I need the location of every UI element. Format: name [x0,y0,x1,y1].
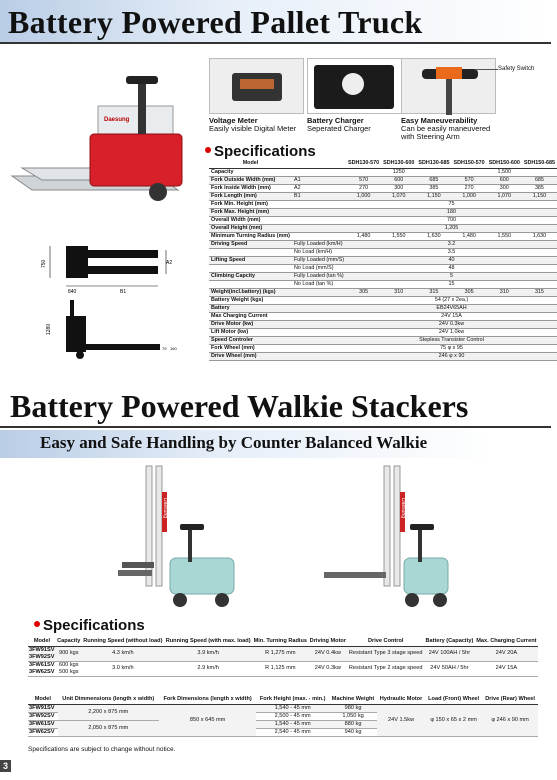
weight-cell: 940 kg [329,728,377,736]
value-cell: 1,150 [416,192,451,200]
col-header: SDH150-570 [453,160,485,167]
value-cell: 1,150 [522,192,557,200]
charge-cell: 24V 15A [475,661,538,676]
row-sublabel: No Load (tan %) [292,280,346,288]
battery-cell: 24V 50AH / 5hr [424,661,475,676]
value-cell: 570 [346,176,381,184]
feature-maneuverability [401,58,496,141]
row-sublabel [292,328,346,336]
page-header-band [0,0,551,44]
model-name: 3FW61SV [29,661,55,668]
table-row [209,264,557,272]
model-cell [28,661,56,676]
value-cell: 24V 15A [346,312,557,320]
model-name: 3FW92SV [29,653,55,660]
value-cell: 1,070 [487,192,522,200]
row-sublabel [292,336,346,344]
fork-height-cell: 1,540 - 45 mm [256,720,329,728]
row-label: Fork Min. Height (mm) [209,200,292,208]
value-cell: 1,000 [452,192,487,200]
hydraulic-motor-cell: 24V 1.5kw [377,704,425,736]
footer-note: Specifications are subject to change without notice. [28,746,176,753]
walkie-stacker-image-left [118,462,248,612]
battery-charger-image [307,58,402,114]
row-label: Lifting Speed [209,256,292,264]
capacity-cell [56,661,82,676]
row-sublabel: No Load (mm/S) [292,264,346,272]
table-row [209,240,557,248]
value-cell: 1,550 [381,232,416,240]
row-label: Minimum Turning Radius (mm) [211,232,290,239]
row-sublabel [292,216,346,224]
dimension-drawing [40,238,195,373]
row-label: Fork Outside Width (mm) [209,176,292,184]
table-row [209,208,557,216]
charge-cell: 24V 20A [475,646,538,661]
table-row [28,661,538,676]
row-label: Fork Length (mm) [209,192,292,200]
row-label [209,280,292,288]
weight-cell: 1,050 kg [329,712,377,720]
value-cell: 1,070 [381,192,416,200]
row-label: Fork Inside Width (mm) [209,184,292,192]
control-cell: Resistant Type 3 stage speed [347,646,424,661]
row-sublabel [292,288,346,296]
weight-cell: 880 kg [329,720,377,728]
pallet-truck-spec-table [209,160,557,361]
section-title-band [0,388,551,426]
value-cell: 1,550 [487,232,522,240]
row-sublabel [292,312,346,320]
value-cell: 685 [522,176,557,184]
col-header: Hydraulic Motor [377,695,425,704]
row-sublabel [292,224,346,232]
value-cell: 270 [346,184,381,192]
walkie-stacker-image-right [320,462,450,612]
value-cell: 270 [452,184,487,192]
value-cell: 1,205 [346,224,557,232]
table-row [209,288,557,296]
battery-cell: 24V 100AH / 5hr [424,646,475,661]
value-cell: 54 (27 x 2ea.) [346,296,557,304]
stacker-spec-table-1 [28,637,538,677]
value-cell: 15 [346,280,557,288]
value-cell: 300 [487,184,522,192]
speed-no-load-cell: 4.3 km/h [82,646,164,661]
value-cell: 305 [452,288,487,296]
row-label: Max Charging Current [209,312,292,320]
section-rule [0,426,551,428]
model-cell: 3FW62SV [28,728,58,736]
table-row [28,646,538,661]
load-wheel-cell: φ 150 x 65 x 2 mm [425,704,482,736]
radius-cell: R 1,275 mm [252,646,308,661]
capacity-cell: 900 kgs [56,646,82,661]
col-header [292,160,346,168]
model-cell [28,646,56,661]
value-cell: 24V 1.0kw [346,328,557,336]
table-row [209,352,557,360]
table-row [209,328,557,336]
value-cell: 180 [346,208,557,216]
specifications-heading-1: Specifications [205,143,316,160]
header-rule [0,42,551,44]
feature-desc: Can be easily maneuvered with Steering Arm [401,124,491,141]
table-row [209,176,557,184]
value-cell: 1,630 [416,232,451,240]
table-header-row [28,637,538,646]
col-header: Drive (Rear) Wheel [482,695,538,704]
fork-height-cell: 1,540 - 45 mm [256,704,329,712]
col-header: Load (Front) Wheel [425,695,482,704]
drive-wheel-cell: φ 246 x 90 mm [482,704,538,736]
dim-label-f: 79 [162,346,167,351]
table-row [28,704,538,712]
col-header: Driving Motor [309,638,347,644]
col-header: Model [28,695,58,704]
feature-title: Voltage Meter [209,116,258,125]
row-sublabel [292,344,346,352]
row-label: Drive Wheel (mm) [209,352,292,360]
page-number: 3 [0,760,11,772]
control-cell: Resistant Type 2 stage speed [347,661,424,676]
table-header-row [209,160,557,168]
value-cell: 246 φ x 90 [346,352,557,360]
col-header: Running Speed (without load) [83,638,163,644]
value-cell: EB24V65AH [346,304,557,312]
safety-callout-line [476,69,498,70]
table-row [209,192,557,200]
value-cell: 685 [416,176,451,184]
value-cell: 1,480 [346,232,381,240]
model-name: 3FW91SV [29,646,55,653]
value-cell: 3.2 [346,240,557,248]
row-label: Weight(incl.battery) (kgs) [209,288,292,296]
model-name: 3FW62SV [29,668,55,675]
value-cell: 600 [487,176,522,184]
subtitle-band [0,430,551,458]
row-sublabel: B1 [292,192,346,200]
row-sublabel [292,168,346,176]
table-row [209,344,557,352]
table-row [209,296,557,304]
row-label: Lift Motor (kw) [209,328,292,336]
col-header: SDH150-685 [523,160,556,167]
model-cell: 3FW92SV [28,712,58,720]
safety-switch-label: Safety Switch [498,66,535,72]
feature-title: Easy Maneuverability [401,116,478,125]
value-cell: 385 [522,184,557,192]
col-header: Min. Turning Radius [253,638,307,644]
value-cell: 1,630 [522,232,557,240]
col-header: Drive Control [347,637,424,646]
col-header: Capacity [57,638,81,644]
section-subtitle: Easy and Safe Handling by Counter Balanced Walkie [40,433,428,452]
table-row [209,280,557,288]
value-cell: 300 [381,184,416,192]
col-header: SDH130-685 [418,160,450,167]
fork-dimension-cell: 850 x 645 mm [159,704,256,736]
dim-label-d: A2 [166,260,173,266]
col-header: Unit Dimmensions (length x width) [58,695,159,704]
row-sublabel [292,296,346,304]
svg-text:Daesung: Daesung [104,117,130,123]
value-cell: 5 [346,272,557,280]
row-label: Capacity [209,168,292,176]
row-sublabel: Fully Loaded (tan %) [292,272,346,280]
table-row [209,312,557,320]
table-row [209,320,557,328]
col-header: SDH130-600 [383,160,415,167]
fork-height-cell: 2,500 - 45 mm [256,712,329,720]
row-sublabel: Fully Loaded (mm/S) [293,256,344,263]
col-header: Running Speed (with max. load) [165,638,251,644]
col-header: SDH150-600 [488,160,520,167]
steering-arm-image [401,58,496,114]
capacity-value: 600 kgs [58,661,79,668]
row-label: Battery Weight (kgs) [209,296,292,304]
col-header: SDH130-570 [348,160,380,167]
section-title: Battery Powered Walkie Stackers [10,388,469,424]
row-sublabel: No Load (km/H) [292,248,346,256]
speed-no-load-cell: 3.0 km/h [82,661,164,676]
value-cell: 24V 0.3kw [346,320,557,328]
row-label: Drive Motor (kw) [209,320,292,328]
dim-label-a: 750 [41,259,47,268]
table-row [209,304,557,312]
table-row [209,168,557,176]
row-sublabel: A2 [292,184,346,192]
pallet-truck-image [8,66,198,231]
table-row [209,272,557,280]
unit-dimension-cell: 2,050 x 875 mm [58,720,159,736]
table-row [209,184,557,192]
row-sublabel [292,304,346,312]
row-label [209,248,292,256]
row-sublabel: A1 [292,176,346,184]
value-cell: 385 [416,184,451,192]
col-header: Model [209,160,292,168]
value-cell: 315 [416,288,451,296]
col-header: Battery (Capacity) [425,638,474,644]
value-cell: 700 [346,216,557,224]
feature-desc: Seperated Charger [307,124,371,133]
col-header: Max. Charging Current [476,638,537,644]
motor-cell: 24V 0.3kw [308,661,347,676]
stacker-spec-table-2 [28,695,538,737]
value-cell: 3.5 [346,248,557,256]
fork-height-cell: 2,540 - 45 mm [256,728,329,736]
row-label [209,264,292,272]
value-cell: 310 [487,288,522,296]
value-cell: 48 [346,264,557,272]
feature-title: Battery Charger [307,116,364,125]
feature-battery-charger [307,58,402,133]
row-sublabel [292,320,346,328]
value-cell: 1,500 [452,168,557,176]
model-cell: 3FW61SV [28,720,58,728]
value-cell: 75 [346,200,557,208]
row-label: Overall Height (mm) [209,224,292,232]
motor-cell: 24V 0.4kw [308,646,347,661]
specifications-heading-2: Specifications [34,617,145,634]
row-label: Driving Speed [209,240,292,248]
col-header: Machine Weight [329,695,377,704]
table-row [209,200,557,208]
table-row [209,224,557,232]
radius-cell: R 1,125 mm [252,661,308,676]
table-header-row [28,695,538,704]
col-header: Fork Height (max. - min.) [256,695,329,704]
table-row [209,232,557,240]
feature-voltage-meter [209,58,304,133]
table-row [209,336,557,344]
dim-label-b: 840 [68,289,77,295]
capacity-value: 500 kgs [58,668,79,675]
dim-label-c: B1 [120,289,127,295]
row-sublabel: Fully Loaded (km/H) [292,240,346,248]
row-label: Speed Controler [209,336,292,344]
value-cell: Stepless Transister Control [346,336,557,344]
feature-desc: Easily visible Digital Meter [209,124,297,133]
table-row [209,248,557,256]
speed-max-load-cell: 2.9 km/h [164,661,252,676]
value-cell: 40 [346,256,557,264]
row-label: Climbing Capcity [209,272,292,280]
model-cell: 3FW91SV [28,704,58,712]
value-cell: 305 [346,288,381,296]
row-sublabel [292,232,346,240]
page-title: Battery Powered Pallet Truck [8,4,423,40]
row-label: Fork Wheel (mm) [209,344,292,352]
row-label: Overall Width (mm) [209,216,292,224]
col-header: Fork Dimensions (length x width) [159,695,256,704]
voltage-meter-image [209,58,304,114]
value-cell: 1,000 [346,192,381,200]
dim-label-g: 160 [170,346,177,351]
brand-label: Daesung [400,498,406,519]
value-cell: 1,480 [452,232,487,240]
brand-label: Daesung [162,498,168,519]
unit-dimension-cell: 2,200 x 875 mm [58,704,159,720]
row-sublabel [292,208,346,216]
row-sublabel [292,352,346,360]
table-row [209,216,557,224]
row-sublabel [292,200,346,208]
col-header: Model [28,637,56,646]
speed-max-load-cell: 3.9 km/h [164,646,252,661]
value-cell: 75 φ x 95 [346,344,557,352]
value-cell: 315 [522,288,557,296]
table-row [209,256,557,264]
value-cell: 600 [381,176,416,184]
value-cell: 310 [381,288,416,296]
row-label: Battery [209,304,292,312]
weight-cell: 980 kg [329,704,377,712]
dim-label-e: 1280 [46,323,52,335]
row-label: Fork Max. Height (mm) [209,208,292,216]
value-cell: 1250 [346,168,452,176]
value-cell: 570 [452,176,487,184]
